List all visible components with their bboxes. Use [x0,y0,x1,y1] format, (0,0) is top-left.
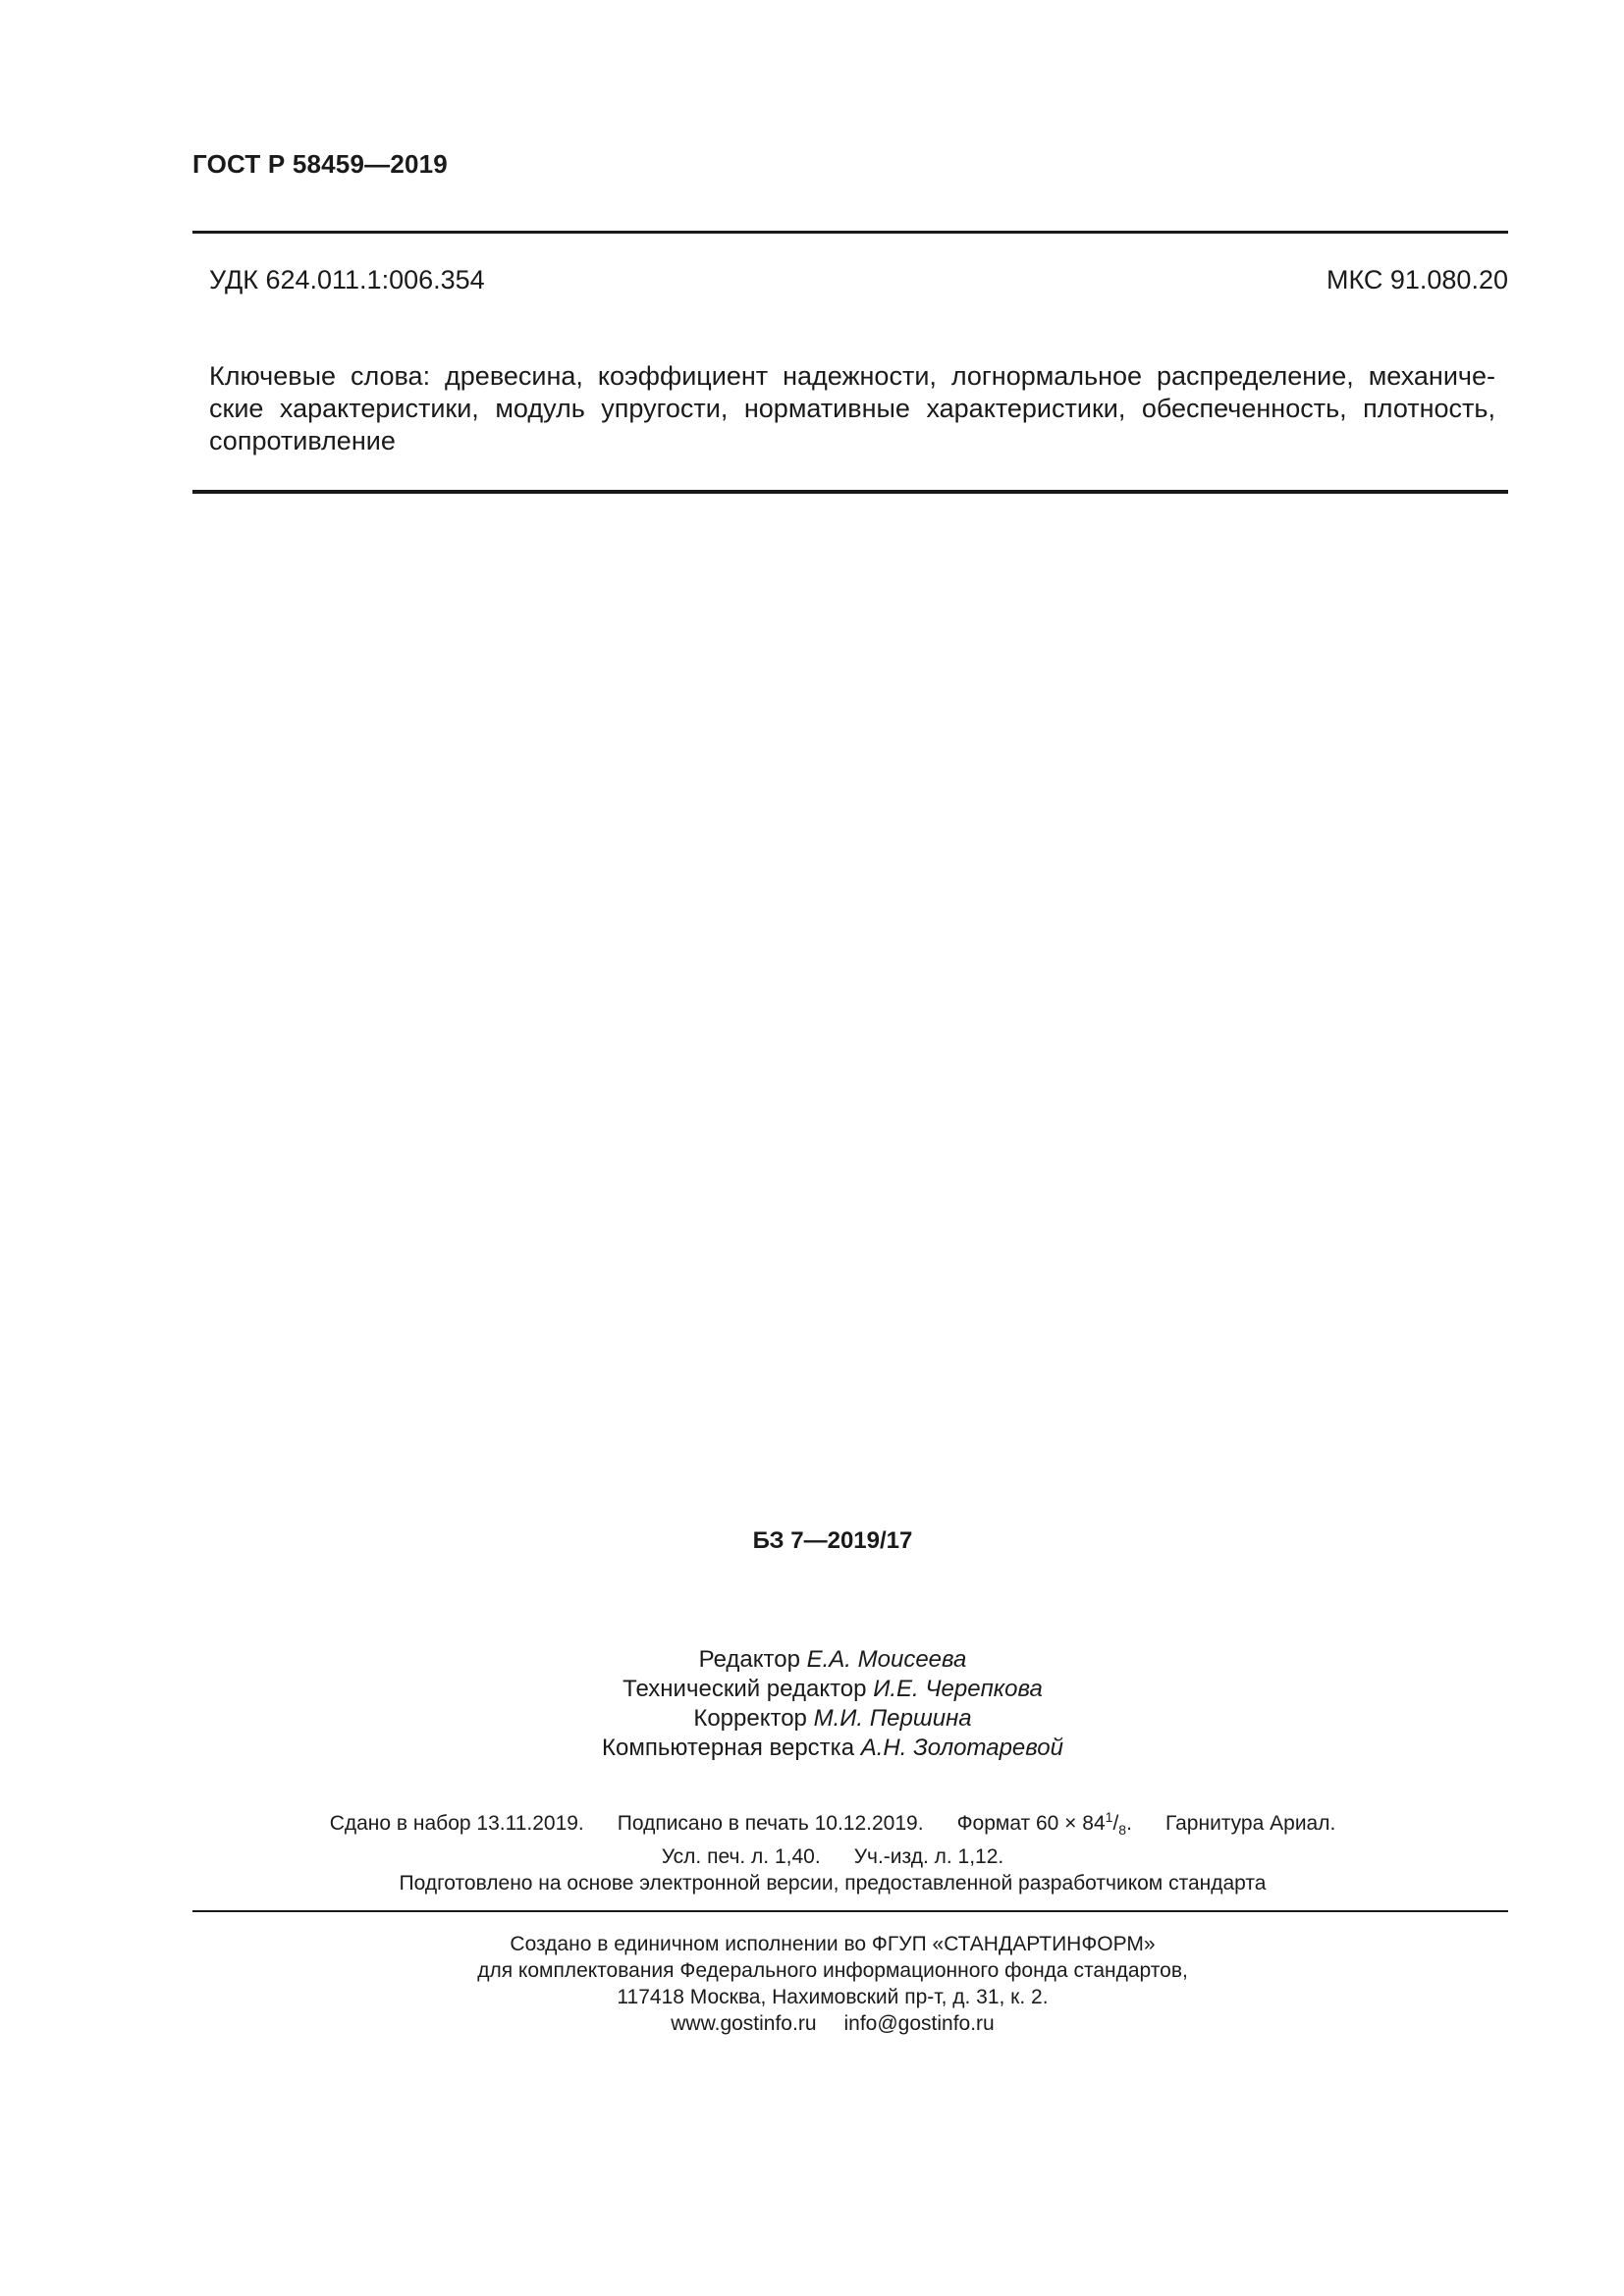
imprint-block [0,1804,1624,1896]
publisher-contacts [41,2010,1624,2037]
print-sheets: Усл. печ. л. 1,40. [661,1845,821,1868]
document-code: ГОСТ Р 58459—2019 [192,149,448,179]
editors-block [0,1645,1624,1763]
imprint-divider [192,1910,1508,1912]
editor-role: Корректор [693,1705,807,1732]
website-link[interactable]: www.gostinfo.ru [671,2012,817,2035]
editor-name: И.Е. Черепкова [873,1676,1043,1702]
proofreader-line [41,1704,1624,1734]
editor-role: Редактор [698,1646,800,1673]
typeface: Гарнитура Ариал. [1164,1812,1336,1835]
paper-format: Формат $60 \times 84^1/_8$. [956,1809,1132,1838]
editor-line [41,1645,1624,1675]
publisher-line-2: для комплектования Федерального информационного фонда стандартов, [477,1959,1188,1982]
editor-role: Технический редактор [623,1676,867,1702]
publisher-line-1: Создано в единичном исполнении во ФГУП «СТАНДАРТИНФОРМ» [510,1933,1156,1955]
publisher-address: 117418 Москва, Нахимовский пр-т, д. 31, к. 2. [617,1986,1049,2008]
layout-line [41,1734,1624,1763]
editor-name: А.Н. Золотаревой [860,1735,1063,1761]
submitted-date: Сдано в набор 13.11.2019. [329,1812,584,1835]
publisher-block [0,1931,1624,2037]
prepared-note: Подготовлено на основе электронной версии, предоставленной разработчиком стандарта [399,1872,1267,1895]
editor-name: М.И. Першина [813,1705,972,1732]
keywords-divider [192,490,1508,494]
editor-name: Е.А. Моисеева [806,1646,967,1673]
tech-editor-line [41,1675,1624,1704]
imprint-line-1 [41,1804,1624,1843]
keywords-line: ские характеристики, модуль упругости, нормативные характеристики, обеспеченность, плотность, [209,394,1495,423]
publishing-sheets: Уч.-изд. л. 1,12. [853,1845,1004,1868]
editor-role: Компьютерная верстка [602,1735,855,1761]
top-divider [192,231,1508,234]
signed-date: Подписано в печать 10.12.2019. [617,1812,924,1835]
email-link[interactable]: info@gostinfo.ru [843,2012,995,2035]
bz-number: БЗ 7—2019/17 [752,1527,913,1554]
keywords-line: сопротивление [209,426,396,455]
keywords-paragraph [209,360,1495,457]
keywords-line: Ключевые слова: древесина, коэффициент надежности, логнормальное распределение, механиче- [209,361,1495,391]
mks-code: МКС 91.080.20 [1326,265,1508,294]
imprint-line-2 [41,1843,1624,1870]
udk-code: УДК 624.011.1:006.354 [209,265,485,294]
